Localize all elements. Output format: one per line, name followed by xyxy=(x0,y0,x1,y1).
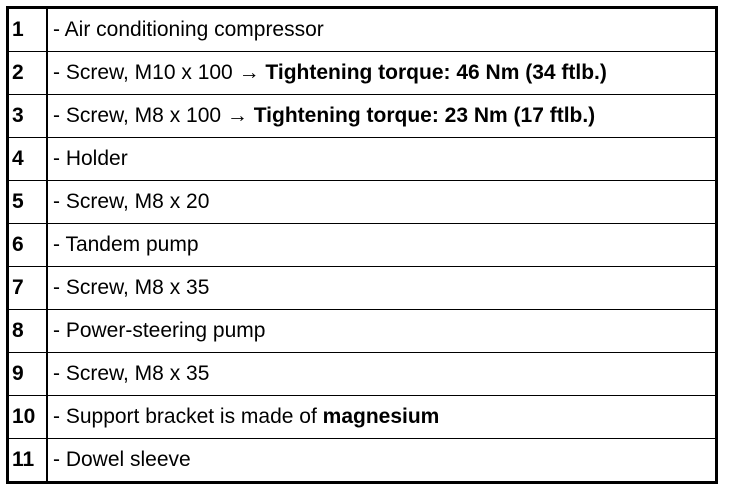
item-text: - Air conditioning compressor xyxy=(53,18,324,41)
item-text: - Screw, M10 x 100 → xyxy=(53,61,266,84)
item-number: 4 xyxy=(8,138,48,181)
item-number: 5 xyxy=(8,181,48,224)
item-text: - Holder xyxy=(53,147,128,170)
table-row xyxy=(8,181,717,224)
item-description xyxy=(47,52,717,95)
item-description xyxy=(47,267,717,310)
table-row xyxy=(8,52,717,95)
item-description xyxy=(47,310,717,353)
item-text: - Screw, M8 x 20 xyxy=(53,190,210,213)
table-row xyxy=(8,8,717,52)
item-description xyxy=(47,224,717,267)
item-text: - Power-steering pump xyxy=(53,319,266,342)
table-row xyxy=(8,310,717,353)
item-description xyxy=(47,439,717,483)
item-number: 3 xyxy=(8,95,48,138)
item-number: 8 xyxy=(8,310,48,353)
item-bold-text: Tightening torque: 46 Nm (34 ftlb.) xyxy=(265,61,607,84)
item-bold-text: Tightening torque: 23 Nm (17 ftlb.) xyxy=(253,104,596,127)
item-description xyxy=(47,396,717,439)
item-description xyxy=(47,181,717,224)
item-number: 1 xyxy=(8,8,48,52)
item-text: - Tandem pump xyxy=(53,233,199,256)
item-number: 9 xyxy=(8,353,48,396)
table-row xyxy=(8,267,717,310)
item-bold-text: magnesium xyxy=(322,405,440,428)
table-row xyxy=(8,439,717,483)
item-description xyxy=(47,95,717,138)
item-number: 11 xyxy=(8,439,48,483)
item-number: 10 xyxy=(8,396,48,439)
item-text: - Screw, M8 x 35 xyxy=(53,362,210,385)
table-row xyxy=(8,138,717,181)
table-row xyxy=(8,396,717,439)
item-number: 2 xyxy=(8,52,48,95)
item-description xyxy=(47,138,717,181)
item-description xyxy=(47,353,717,396)
table-row xyxy=(8,95,717,138)
table-row xyxy=(8,353,717,396)
item-text: - Support bracket is made of xyxy=(53,405,323,428)
item-text: - Dowel sleeve xyxy=(53,448,191,471)
item-number: 7 xyxy=(8,267,48,310)
table-row xyxy=(8,224,717,267)
item-number: 6 xyxy=(8,224,48,267)
parts-legend-table xyxy=(6,6,718,484)
item-text: - Screw, M8 x 35 xyxy=(53,276,210,299)
item-description xyxy=(47,8,717,52)
item-text: - Screw, M8 x 100 → xyxy=(53,104,254,127)
